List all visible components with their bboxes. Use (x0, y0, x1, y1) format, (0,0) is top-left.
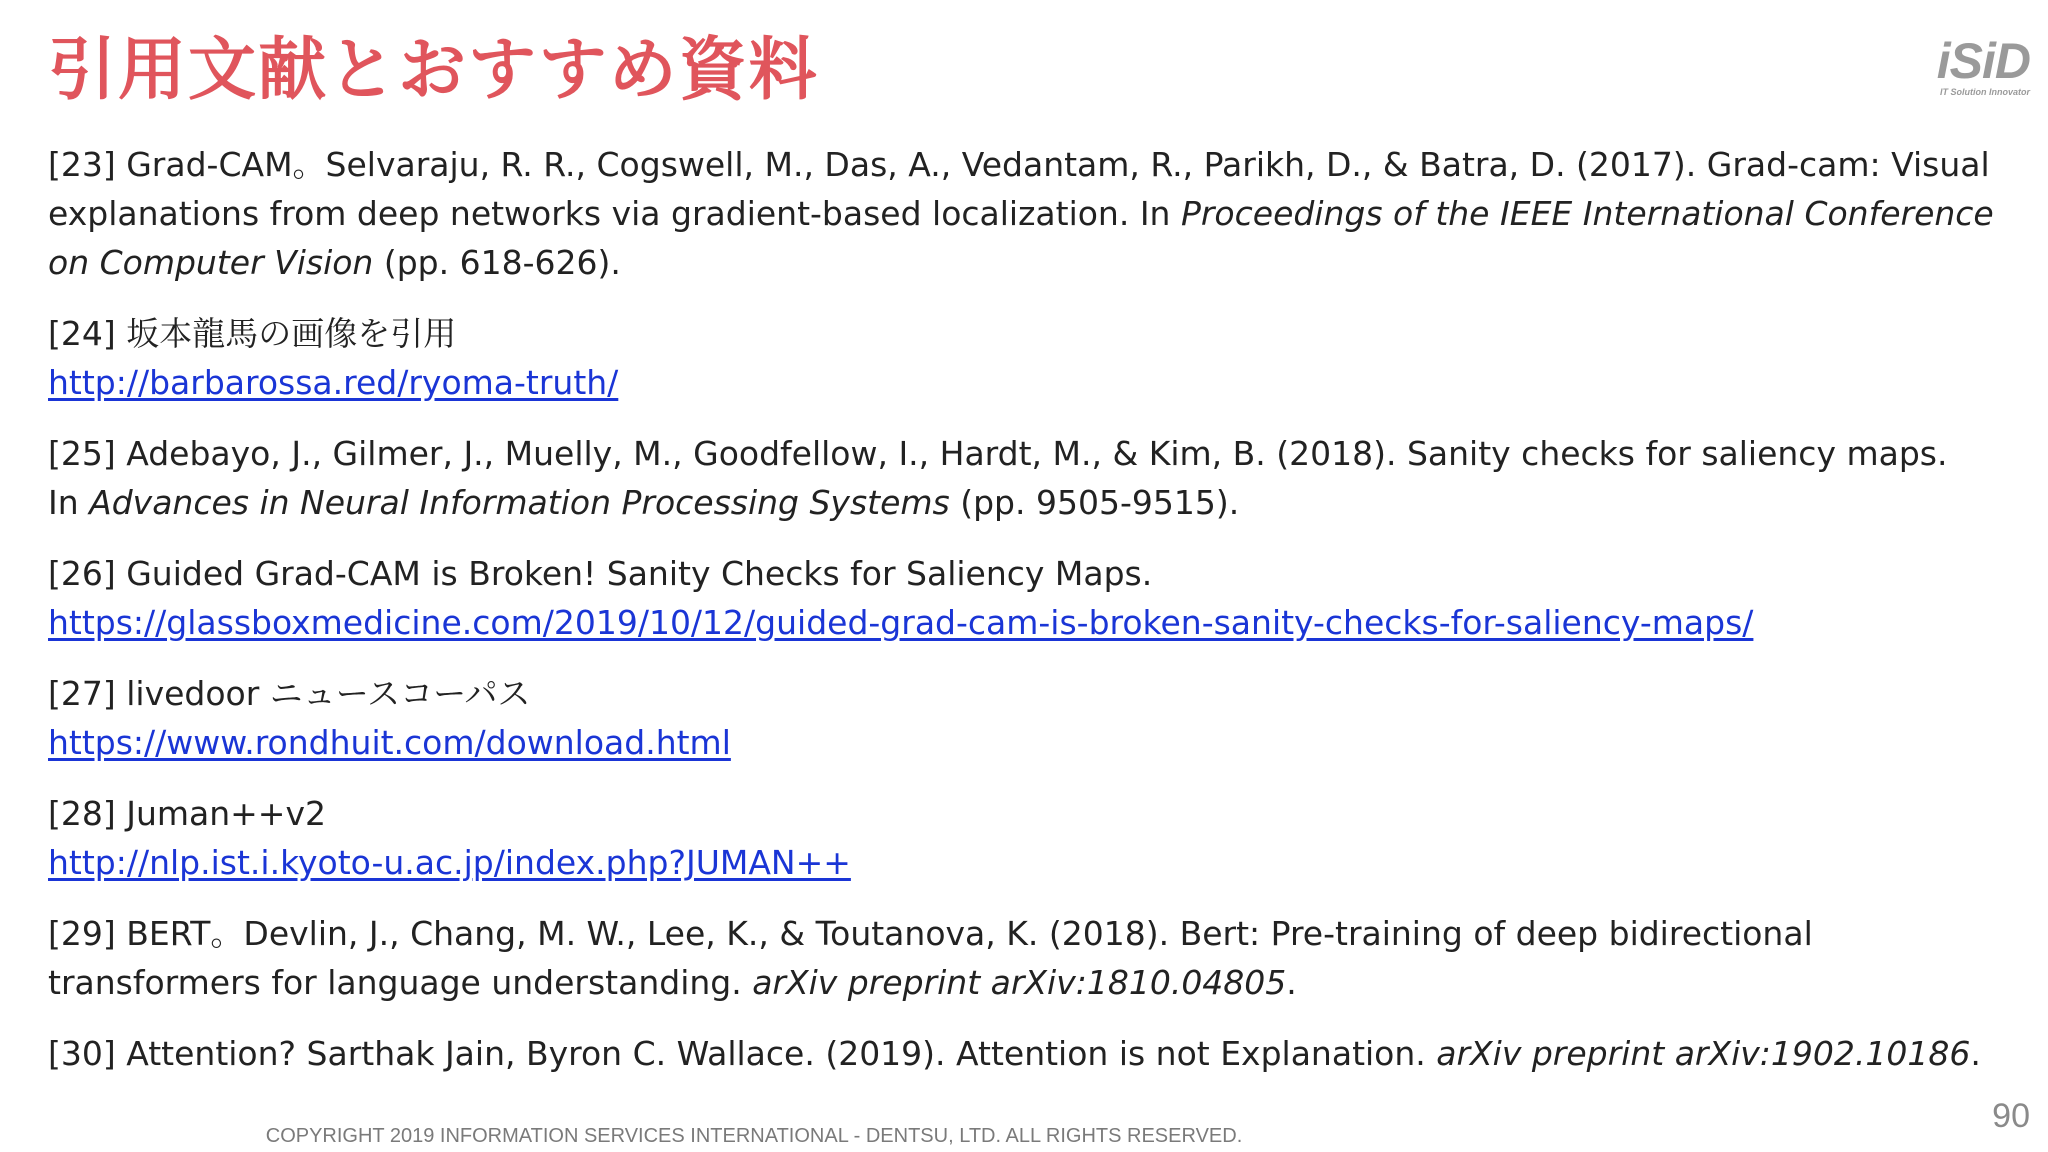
reference-26-text: [26] Guided Grad-CAM is Broken! Sanity Checks for Saliency Maps. (48, 554, 1153, 593)
reference-29-venue: arXiv preprint arXiv:1810.04805 (752, 963, 1287, 1002)
reference-25 (48, 429, 1948, 527)
reference-27-text: [27] livedoor ニュースコーパス (48, 674, 531, 713)
reference-25-venue: Advances in Neural Information Processing Systems (89, 483, 950, 522)
reference-24-text: [24] 坂本龍馬の画像を引用 (48, 314, 457, 353)
reference-26 (48, 549, 1938, 647)
reference-30-tail: . (1970, 1034, 1981, 1073)
reference-24 (48, 309, 1938, 407)
logo-tagline: IT Solution Innovator (1940, 87, 2030, 97)
reference-30-text: [30] Attention? Sarthak Jain, Byron C. Wallace. (2019). Attention is not Explanation. (48, 1034, 1437, 1073)
reference-28 (48, 789, 1938, 887)
reference-26-link[interactable]: https://glassboxmedicine.com/2019/10/12/guided-grad-cam-is-broken-sanity-checks-for-saliency-maps/ (48, 603, 1754, 642)
copyright-footer: COPYRIGHT 2019 INFORMATION SERVICES INTERNATIONAL - DENTSU, LTD. ALL RIGHTS RESERVED. (265, 1125, 1243, 1147)
reference-24-link[interactable]: http://barbarossa.red/ryoma-truth/ (48, 363, 619, 402)
reference-30-venue: arXiv preprint arXiv:1902.10186 (1436, 1034, 1971, 1073)
reference-27 (48, 669, 1938, 767)
reference-23-venue-cont: on Computer Vision (48, 243, 374, 282)
reference-29-line2: transformers for language understanding. (48, 963, 753, 1002)
reference-23-line2: explanations from deep networks via gradient-based localization. In (48, 194, 1181, 233)
reference-25-prefix: In (48, 483, 90, 522)
reference-29-line1: [29] BERT。Devlin, J., Chang, M. W., Lee, K., & Toutanova, K. (2018). Bert: Pre-training of deep bidirectional (48, 914, 1813, 953)
page-number: 90 (1992, 1097, 2030, 1135)
reference-27-link[interactable]: https://www.rondhuit.com/download.html (48, 723, 731, 762)
logo-mark: iSiD (1936, 33, 2030, 89)
reference-23 (48, 140, 1994, 287)
reference-23-line1: [23] Grad-CAM。Selvaraju, R. R., Cogswell, M., Das, A., Vedantam, R., Parikh, D., & Batra, D. (2017). Grad-cam: Visual (48, 145, 1990, 184)
slide-title: 引用文献とおすすめ資料 (48, 31, 819, 110)
reference-30 (48, 1029, 1981, 1078)
reference-28-link[interactable]: http://nlp.ist.i.kyoto-u.ac.jp/index.php?JUMAN++ (48, 843, 851, 882)
reference-list (48, 140, 1994, 1100)
reference-29 (48, 909, 1938, 1007)
reference-29-tail: . (1286, 963, 1297, 1002)
reference-25-pages: (pp. 9505-9515). (949, 483, 1240, 522)
reference-28-text: [28] Juman++v2 (48, 794, 326, 833)
reference-23-venue: Proceedings of the IEEE International Conference (1180, 194, 1994, 233)
isid-logo (1898, 33, 2030, 97)
reference-25-line1: [25] Adebayo, J., Gilmer, J., Muelly, M., Goodfellow, I., Hardt, M., & Kim, B. (2018). Sanity checks for saliency maps. (48, 434, 1948, 473)
reference-23-pages: (pp. 618-626). (373, 243, 621, 282)
